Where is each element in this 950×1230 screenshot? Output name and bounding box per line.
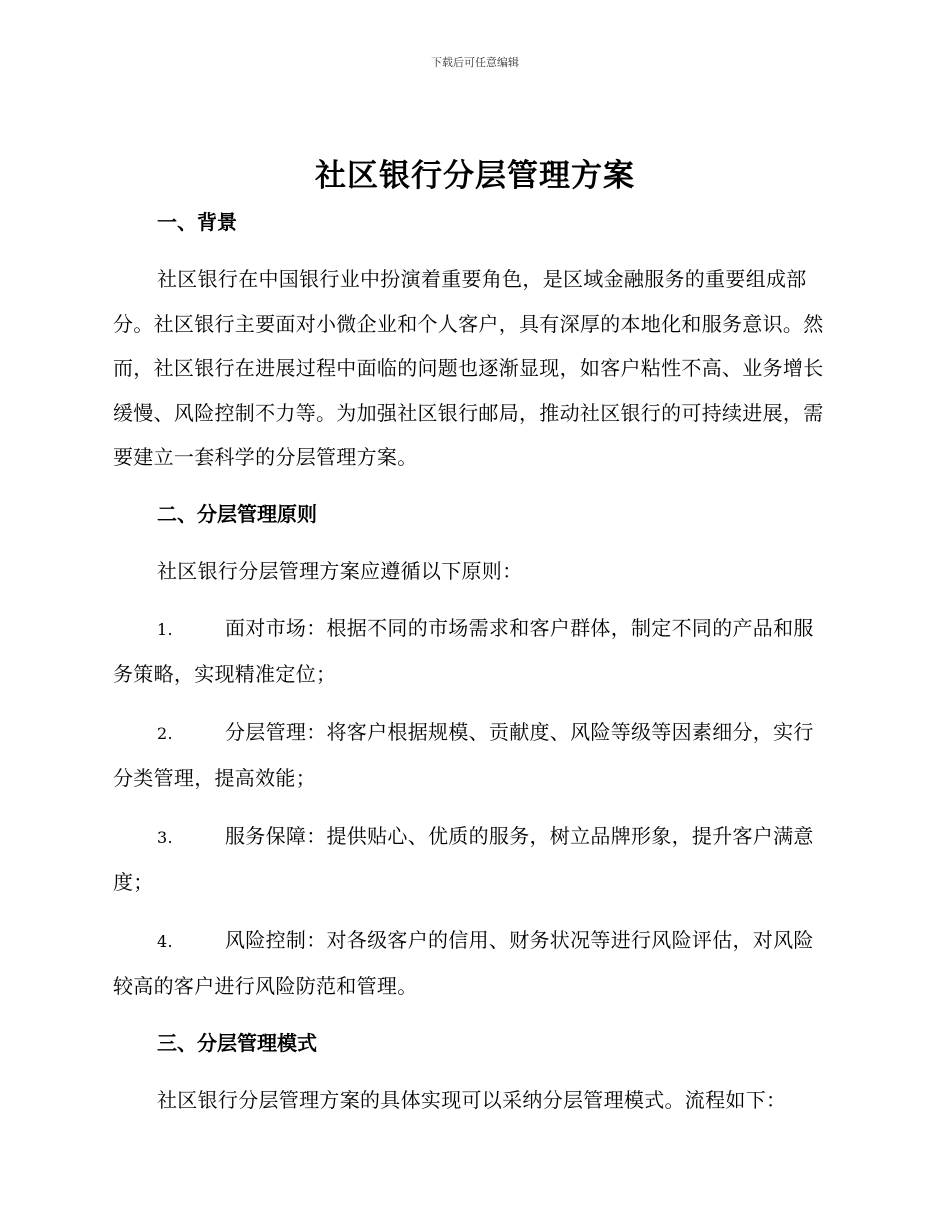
section-heading-principles: 二、分层管理原则 [157, 501, 317, 526]
section-heading-model: 三、分层管理模式 [157, 1031, 317, 1055]
list-item-text: 面对市场：根据不同的市场需求和客户群体，制定不同的产品和服务策略，实现精准定位； [113, 616, 814, 686]
list-number: 2. [157, 724, 173, 743]
list-item [113, 606, 833, 697]
section-heading-background: 一、背景 [157, 210, 237, 234]
list-item-text: 分层管理：将客户根据规模、贡献度、风险等级等因素细分，实行分类管理，提高效能； [113, 720, 814, 790]
list-item [113, 814, 833, 905]
list-number: 3. [157, 828, 173, 847]
document-body [113, 200, 833, 1123]
list-item [113, 710, 833, 801]
page-title: 社区银行分层管理方案 [315, 158, 635, 194]
list-number: 4. [157, 932, 173, 951]
list-number: 1. [157, 620, 173, 639]
header-note: 下载后可任意编辑 [431, 56, 519, 69]
model-paragraph: 社区银行分层管理方案的具体实现可以采纳分层管理模式。流程如下： [157, 1088, 787, 1112]
principles-intro: 社区银行分层管理方案应遵循以下原则： [157, 558, 523, 583]
list-item-text: 风险控制：对各级客户的信用、财务状况等进行风险评估，对风险较高的客户进行风险防范和管理。 [113, 928, 814, 998]
background-paragraph: 社区银行在中国银行业中扮演着重要角色，是区域金融服务的重要组成部分。社区银行主要面对小微企业和个人客户，具有深厚的本地化和服务意识。然而，社区银行在进展过程中面临的问题也逐渐显现，如客户粘性不高、业务增长缓慢、风险控制不力等。为加强社区银行邮局，推动社区银行的可持续进展，需要建立一套科学的分层管理方案。 [113, 267, 824, 469]
list-item [113, 918, 833, 1009]
list-item-text: 服务保障：提供贴心、优质的服务，树立品牌形象，提升客户满意度； [113, 824, 814, 894]
